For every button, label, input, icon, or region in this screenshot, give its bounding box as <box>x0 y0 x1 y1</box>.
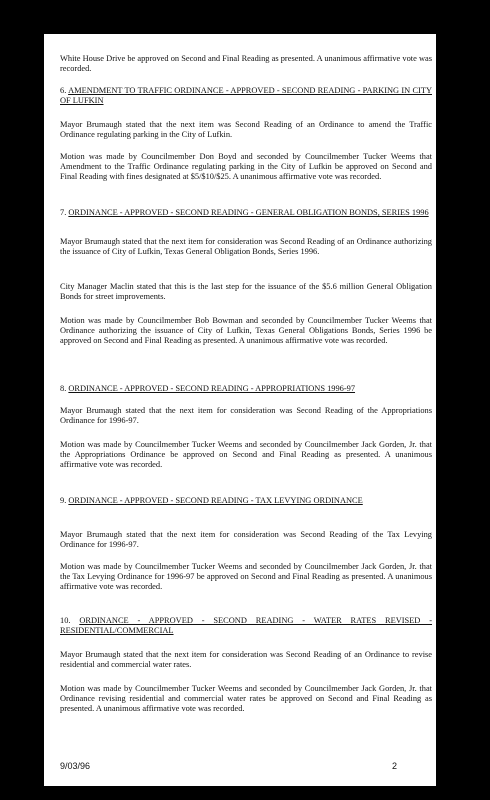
footer-date: 9/03/96 <box>60 761 91 771</box>
item-8-paragraph-2: Motion was made by Councilmember Tucker Weems and seconded by Councilmember Jack Gorden, Jr. that the Appropriations Ordinance be approved on Second and Final Reading as presented. A unanimous affirmative vote was recorded. <box>60 440 432 469</box>
footer-page-number: 2 <box>392 761 398 771</box>
item-10-number: 10. <box>60 616 80 625</box>
item-9-number: 9. <box>60 496 69 505</box>
item-10-heading <box>60 616 432 636</box>
item-9-paragraph-2: Motion was made by Councilmember Tucker Weems and seconded by Councilmember Jack Gorden, Jr. that the Tax Levying Ordinance for 1996-97 be approved on Second and Final Reading as presented. A unanimous affirmative vote was recorded. <box>60 562 432 591</box>
item-7-paragraph-1: Mayor Brumaugh stated that the next item for consideration was Second Reading of an Ordinance authorizing the issuance of City of Lufkin, Texas General Obligation Bonds, Series 1996. <box>60 237 432 256</box>
item-7-paragraph-2: City Manager Maclin stated that this is the last step for the issuance of the $5.6 million General Obligation Bonds for street improvements. <box>60 282 432 301</box>
item-7-title: ORDINANCE - APPROVED - SECOND READING - GENERAL OBLIGATION BONDS, SERIES 1996 <box>68 208 429 217</box>
item-8-paragraph-1: Mayor Brumaugh stated that the next item for consideration was Second Reading of the Appropriations Ordinance for 1996-97. <box>60 406 432 425</box>
item-8-title: ORDINANCE - APPROVED - SECOND READING - APPROPRIATIONS 1996-97 <box>68 384 356 393</box>
item-7-heading <box>60 208 432 218</box>
item-9-paragraph-1: Mayor Brumaugh stated that the next item for consideration was Second Reading of the Tax Levying Ordinance for 1996-97. <box>60 530 432 549</box>
item-9-title: ORDINANCE - APPROVED - SECOND READING - TAX LEVYING ORDINANCE <box>68 496 363 505</box>
item-6-title: AMENDMENT TO TRAFFIC ORDINANCE - APPROVED - SECOND READING - PARKING IN CITY OF LUFKIN <box>60 86 432 105</box>
item-6-heading <box>60 86 432 106</box>
item-10-title: ORDINANCE - APPROVED - SECOND READING - WATER RATES REVISED - RESIDENTIAL/COMMERCIAL <box>60 616 433 635</box>
item-7-paragraph-3: Motion was made by Councilmember Bob Bowman and seconded by Councilmember Tucker Weems that Ordinance authorizing the issuance of City of Lufkin, Texas General Obligations Bonds, Series 1996 be approved on Second and Final Reading as presented. A unanimous affirmative vote was recorded. <box>60 316 432 345</box>
item-10-paragraph-1: Mayor Brumaugh stated that the next item for consideration was Second Reading of an Ordinance to revise residential and commercial water rates. <box>60 650 432 669</box>
item-6-number: 6. <box>60 86 69 95</box>
intro-paragraph: White House Drive be approved on Second and Final Reading as presented. A unanimous affirmative vote was recorded. <box>60 54 432 73</box>
item-6-paragraph-1: Mayor Brumaugh stated that the next item was Second Reading of an Ordinance to amend the Traffic Ordinance regulating parking in the City of Lufkin. <box>60 120 432 139</box>
item-6-paragraph-2: Motion was made by Councilmember Don Boyd and seconded by Councilmember Tucker Weems that Amendment to the Traffic Ordinance regulating parking in the City of Lufkin be approved on Second and Final Reading with fines designated at $5/$10/$25. A unanimous affirmative vote was recorded. <box>60 152 432 181</box>
item-10-paragraph-2: Motion was made by Councilmember Tucker Weems and seconded by Councilmember Jack Gorden, Jr. that Ordinance revising residential and commercial water rates be approved on Second and Final Reading as presented. A unanimous affirmative vote was recorded. <box>60 684 432 713</box>
item-7-number: 7. <box>60 208 69 217</box>
item-8-number: 8. <box>60 384 69 393</box>
document-page <box>44 34 436 786</box>
item-8-heading <box>60 384 432 394</box>
item-9-heading <box>60 496 432 506</box>
